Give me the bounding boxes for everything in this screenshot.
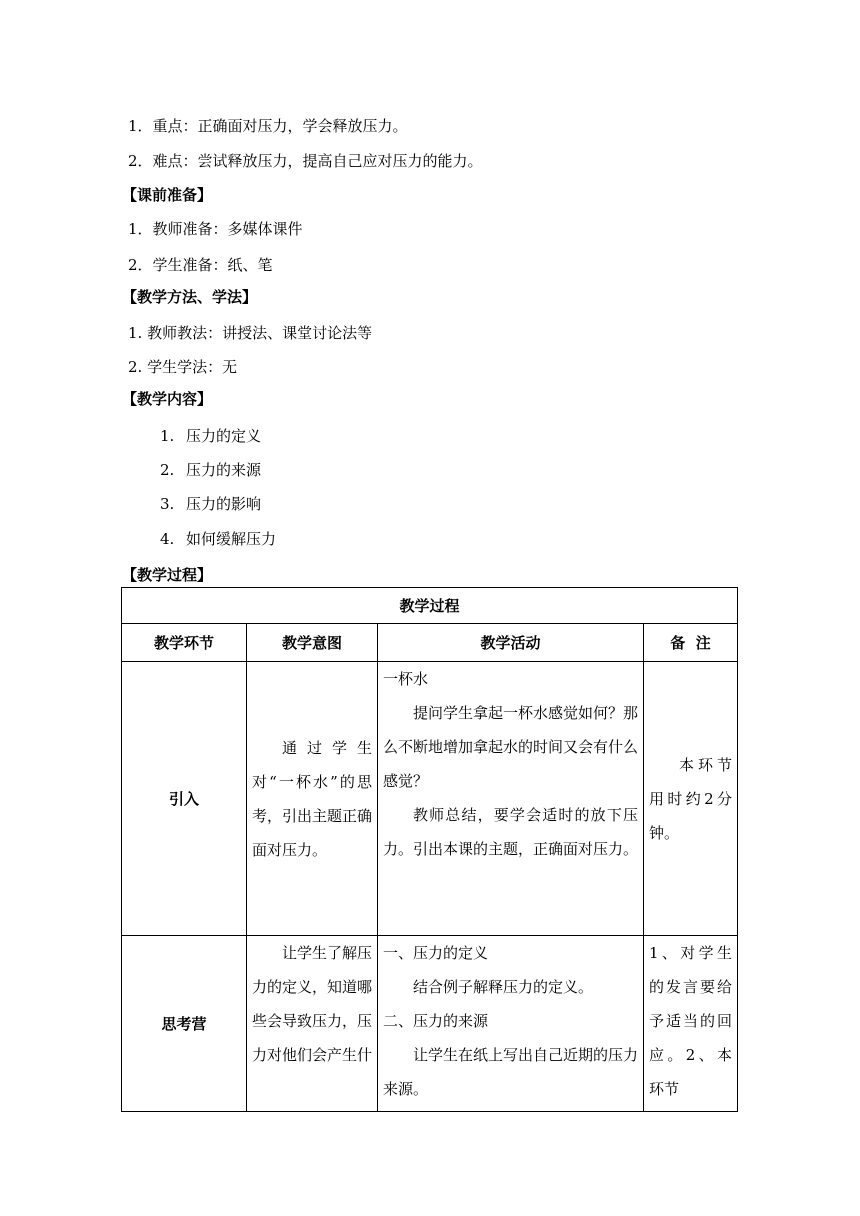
content-item: [160, 460, 261, 480]
content-item: [160, 494, 261, 514]
content-item: [160, 426, 261, 446]
activity-line: 结合例子解释压力的定义。: [413, 978, 594, 996]
key-point-2: 2．难点：尝试释放压力，提高自己应对压力的能力。: [128, 152, 483, 170]
table-row: [122, 662, 738, 936]
activity-line: 提问学生拿起一杯水感觉如何？那么不断地增加拿起水的时间又会有什么感觉？: [383, 704, 639, 790]
content-item-text: 压力的来源: [186, 461, 262, 479]
note-text: 1、对学生的发言要给予适当的回应。2、本环节: [649, 944, 733, 1098]
key-point-1: 1．重点：正确面对压力，学会释放压力。: [128, 117, 408, 135]
prep-heading: 【课前准备】: [122, 186, 213, 204]
content-item-text: 压力的定义: [186, 427, 262, 445]
prep-item-2: 2．学生准备：纸、笔: [128, 256, 273, 274]
content-item-num: 1.: [160, 427, 175, 445]
content-item-text: 压力的影响: [186, 495, 262, 513]
content-item-text: 如何缓解压力: [186, 530, 277, 548]
activity-line: 二、压力的来源: [383, 1012, 489, 1030]
methods-item-1: 1. 教师教法：讲授法、课堂讨论法等: [128, 324, 373, 342]
column-header: 教学意图: [247, 624, 378, 662]
methods-item-2: 2. 学生学法：无: [128, 358, 238, 376]
activity-line: 让学生在纸上写出自己近期的压力来源。: [383, 1046, 639, 1098]
content-item-num: 3.: [160, 495, 175, 513]
stage-cell: 思考营: [122, 936, 247, 1112]
process-heading: 【教学过程】: [122, 566, 213, 584]
column-header: 备 注: [644, 624, 738, 662]
process-table: [121, 587, 738, 1112]
methods-heading: 【教学方法、学法】: [122, 288, 258, 306]
content-item: [160, 529, 276, 549]
prep-item-1: 1．教师准备：多媒体课件: [128, 220, 303, 238]
intent-text: 通过学生对“一杯水”的思考，引出主题正确面对压力。: [252, 738, 373, 859]
activity-cell: [378, 662, 644, 936]
activity-line: 一杯水: [383, 670, 429, 688]
intent-text: 让学生了解压力的定义，知道哪些会导致压力，压力对他们会产生什: [252, 944, 373, 1064]
table-title: 教学过程: [122, 588, 738, 624]
activity-cell: [378, 936, 644, 1112]
intent-cell: [247, 936, 378, 1112]
content-item-num: 2.: [160, 461, 175, 479]
content-item-num: 4.: [160, 530, 175, 548]
column-header: 教学环节: [122, 624, 247, 662]
column-header: 教学活动: [378, 624, 644, 662]
table-row: [122, 936, 738, 1112]
stage-cell: 引入: [122, 662, 247, 936]
content-heading: 【教学内容】: [122, 390, 213, 408]
activity-line: 一、压力的定义: [383, 944, 489, 962]
intent-cell: [247, 662, 378, 936]
note-cell: [644, 936, 738, 1112]
note-cell: [644, 662, 738, 936]
activity-line: 教师总结，要学会适时的放下压力。引出本课的主题，正确面对压力。: [383, 806, 639, 858]
note-text: 本环节用时约2分钟。: [649, 755, 733, 842]
